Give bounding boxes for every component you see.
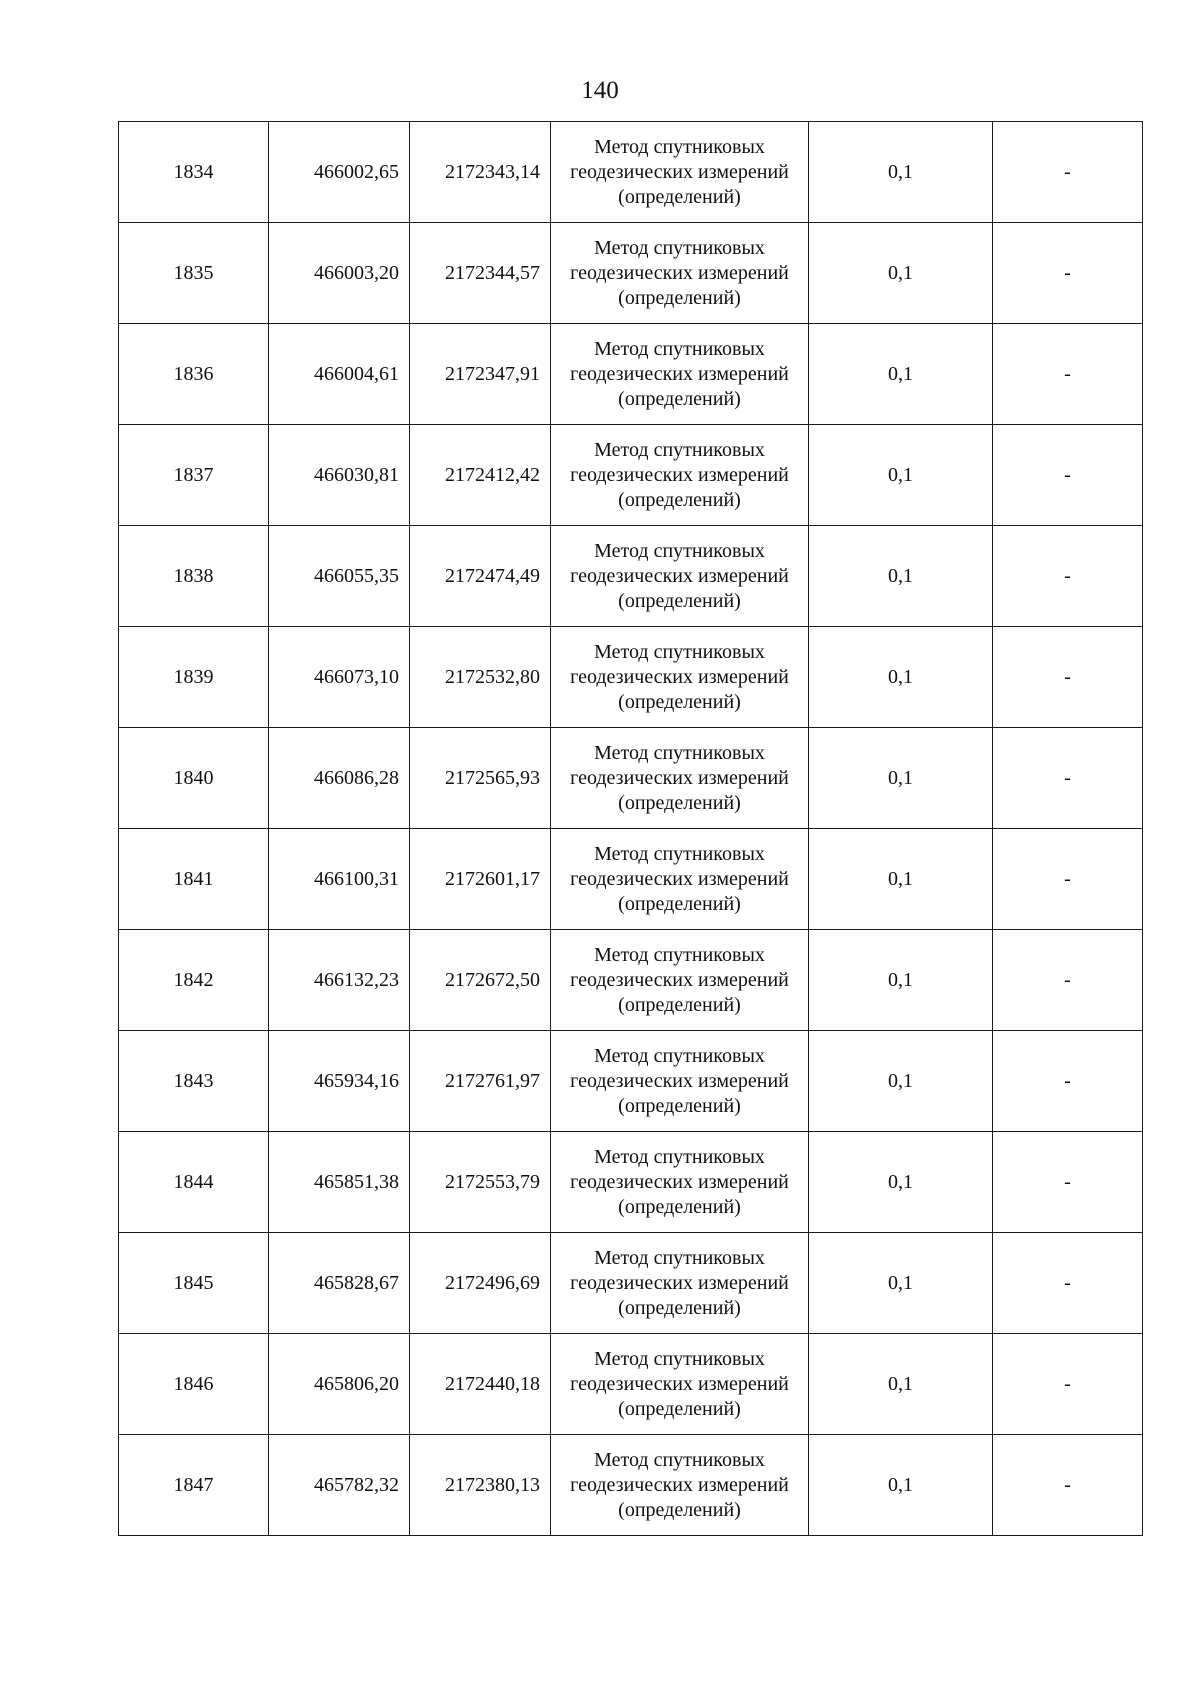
method-line: Метод спутниковых — [594, 1145, 765, 1168]
note-cell: - — [993, 223, 1143, 324]
method-cell — [551, 930, 809, 1031]
method-line: (определений) — [618, 286, 741, 309]
table-row — [119, 425, 1143, 526]
method-line: (определений) — [618, 1195, 741, 1218]
method-line: Метод спутниковых — [594, 1246, 765, 1269]
table-row — [119, 627, 1143, 728]
accuracy-cell: 0,1 — [809, 1031, 993, 1132]
point-number-cell: 1843 — [119, 1031, 269, 1132]
accuracy-cell: 0,1 — [809, 1435, 993, 1536]
y-coordinate-cell: 2172380,13 — [410, 1435, 551, 1536]
y-coordinate-cell: 2172343,14 — [410, 122, 551, 223]
point-number-cell: 1844 — [119, 1132, 269, 1233]
x-coordinate-cell: 466086,28 — [269, 728, 410, 829]
note-cell: - — [993, 627, 1143, 728]
method-line: геодезических измерений — [570, 1473, 789, 1496]
accuracy-cell: 0,1 — [809, 425, 993, 526]
table-row — [119, 829, 1143, 930]
method-line: Метод спутниковых — [594, 1448, 765, 1471]
point-number-cell: 1840 — [119, 728, 269, 829]
method-line: (определений) — [618, 387, 741, 410]
y-coordinate-cell: 2172601,17 — [410, 829, 551, 930]
method-line: (определений) — [618, 488, 741, 511]
note-cell: - — [993, 1435, 1143, 1536]
point-number-cell: 1835 — [119, 223, 269, 324]
x-coordinate-cell: 465782,32 — [269, 1435, 410, 1536]
method-line: Метод спутниковых — [594, 1044, 765, 1067]
method-line: (определений) — [618, 993, 741, 1016]
note-cell: - — [993, 728, 1143, 829]
method-cell — [551, 526, 809, 627]
method-line: геодезических измерений — [570, 463, 789, 486]
method-line: Метод спутниковых — [594, 135, 765, 158]
table-row — [119, 1435, 1143, 1536]
y-coordinate-cell: 2172761,97 — [410, 1031, 551, 1132]
point-number-cell: 1847 — [119, 1435, 269, 1536]
table-row — [119, 1031, 1143, 1132]
note-cell: - — [993, 1132, 1143, 1233]
table-row — [119, 122, 1143, 223]
method-cell — [551, 324, 809, 425]
method-line: (определений) — [618, 185, 741, 208]
coordinates-table — [118, 121, 1143, 1536]
method-cell — [551, 1132, 809, 1233]
method-cell — [551, 1233, 809, 1334]
method-cell — [551, 1435, 809, 1536]
method-line: Метод спутниковых — [594, 337, 765, 360]
note-cell: - — [993, 1233, 1143, 1334]
note-cell: - — [993, 1334, 1143, 1435]
method-line: геодезических измерений — [570, 665, 789, 688]
method-line: (определений) — [618, 1498, 741, 1521]
method-line: геодезических измерений — [570, 766, 789, 789]
table-row — [119, 1334, 1143, 1435]
x-coordinate-cell: 465934,16 — [269, 1031, 410, 1132]
method-cell — [551, 728, 809, 829]
x-coordinate-cell: 466004,61 — [269, 324, 410, 425]
method-line: геодезических измерений — [570, 160, 789, 183]
point-number-cell: 1845 — [119, 1233, 269, 1334]
method-cell — [551, 223, 809, 324]
note-cell: - — [993, 930, 1143, 1031]
method-line: Метод спутниковых — [594, 236, 765, 259]
method-line: (определений) — [618, 589, 741, 612]
point-number-cell: 1846 — [119, 1334, 269, 1435]
y-coordinate-cell: 2172565,93 — [410, 728, 551, 829]
method-cell — [551, 425, 809, 526]
method-line: Метод спутниковых — [594, 943, 765, 966]
method-line: геодезических измерений — [570, 564, 789, 587]
accuracy-cell: 0,1 — [809, 1132, 993, 1233]
point-number-cell: 1842 — [119, 930, 269, 1031]
note-cell: - — [993, 829, 1143, 930]
x-coordinate-cell: 466055,35 — [269, 526, 410, 627]
x-coordinate-cell: 465806,20 — [269, 1334, 410, 1435]
x-coordinate-cell: 466132,23 — [269, 930, 410, 1031]
table-body — [119, 122, 1143, 1536]
y-coordinate-cell: 2172474,49 — [410, 526, 551, 627]
y-coordinate-cell: 2172496,69 — [410, 1233, 551, 1334]
note-cell: - — [993, 526, 1143, 627]
method-line: Метод спутниковых — [594, 741, 765, 764]
table-row — [119, 1132, 1143, 1233]
note-cell: - — [993, 425, 1143, 526]
method-line: Метод спутниковых — [594, 438, 765, 461]
note-cell: - — [993, 324, 1143, 425]
method-line: Метод спутниковых — [594, 1347, 765, 1370]
method-line: геодезических измерений — [570, 867, 789, 890]
method-line: геодезических измерений — [570, 261, 789, 284]
method-line: геодезических измерений — [570, 1170, 789, 1193]
accuracy-cell: 0,1 — [809, 324, 993, 425]
y-coordinate-cell: 2172412,42 — [410, 425, 551, 526]
x-coordinate-cell: 465851,38 — [269, 1132, 410, 1233]
method-line: геодезических измерений — [570, 1069, 789, 1092]
y-coordinate-cell: 2172344,57 — [410, 223, 551, 324]
method-line: Метод спутниковых — [594, 640, 765, 663]
table-row — [119, 1233, 1143, 1334]
accuracy-cell: 0,1 — [809, 223, 993, 324]
method-line: (определений) — [618, 690, 741, 713]
y-coordinate-cell: 2172440,18 — [410, 1334, 551, 1435]
x-coordinate-cell: 466100,31 — [269, 829, 410, 930]
accuracy-cell: 0,1 — [809, 1334, 993, 1435]
method-line: Метод спутниковых — [594, 842, 765, 865]
method-cell — [551, 1334, 809, 1435]
point-number-cell: 1836 — [119, 324, 269, 425]
y-coordinate-cell: 2172553,79 — [410, 1132, 551, 1233]
method-line: (определений) — [618, 791, 741, 814]
note-cell: - — [993, 1031, 1143, 1132]
point-number-cell: 1837 — [119, 425, 269, 526]
accuracy-cell: 0,1 — [809, 1233, 993, 1334]
method-cell — [551, 829, 809, 930]
x-coordinate-cell: 466003,20 — [269, 223, 410, 324]
accuracy-cell: 0,1 — [809, 829, 993, 930]
accuracy-cell: 0,1 — [809, 930, 993, 1031]
table-row — [119, 930, 1143, 1031]
table-row — [119, 223, 1143, 324]
y-coordinate-cell: 2172347,91 — [410, 324, 551, 425]
table-row — [119, 526, 1143, 627]
method-line: Метод спутниковых — [594, 539, 765, 562]
note-cell: - — [993, 122, 1143, 223]
accuracy-cell: 0,1 — [809, 728, 993, 829]
method-cell — [551, 1031, 809, 1132]
method-line: (определений) — [618, 1397, 741, 1420]
method-line: (определений) — [618, 1094, 741, 1117]
accuracy-cell: 0,1 — [809, 122, 993, 223]
method-line: геодезических измерений — [570, 1271, 789, 1294]
x-coordinate-cell: 466002,65 — [269, 122, 410, 223]
table-row — [119, 728, 1143, 829]
x-coordinate-cell: 465828,67 — [269, 1233, 410, 1334]
point-number-cell: 1839 — [119, 627, 269, 728]
point-number-cell: 1834 — [119, 122, 269, 223]
y-coordinate-cell: 2172532,80 — [410, 627, 551, 728]
y-coordinate-cell: 2172672,50 — [410, 930, 551, 1031]
method-line: геодезических измерений — [570, 362, 789, 385]
page-number: 140 — [581, 77, 619, 104]
method-line: (определений) — [618, 1296, 741, 1319]
table-row — [119, 324, 1143, 425]
method-line: геодезических измерений — [570, 968, 789, 991]
point-number-cell: 1838 — [119, 526, 269, 627]
accuracy-cell: 0,1 — [809, 627, 993, 728]
x-coordinate-cell: 466030,81 — [269, 425, 410, 526]
method-cell — [551, 627, 809, 728]
method-line: геодезических измерений — [570, 1372, 789, 1395]
accuracy-cell: 0,1 — [809, 526, 993, 627]
method-line: (определений) — [618, 892, 741, 915]
method-cell — [551, 122, 809, 223]
x-coordinate-cell: 466073,10 — [269, 627, 410, 728]
point-number-cell: 1841 — [119, 829, 269, 930]
